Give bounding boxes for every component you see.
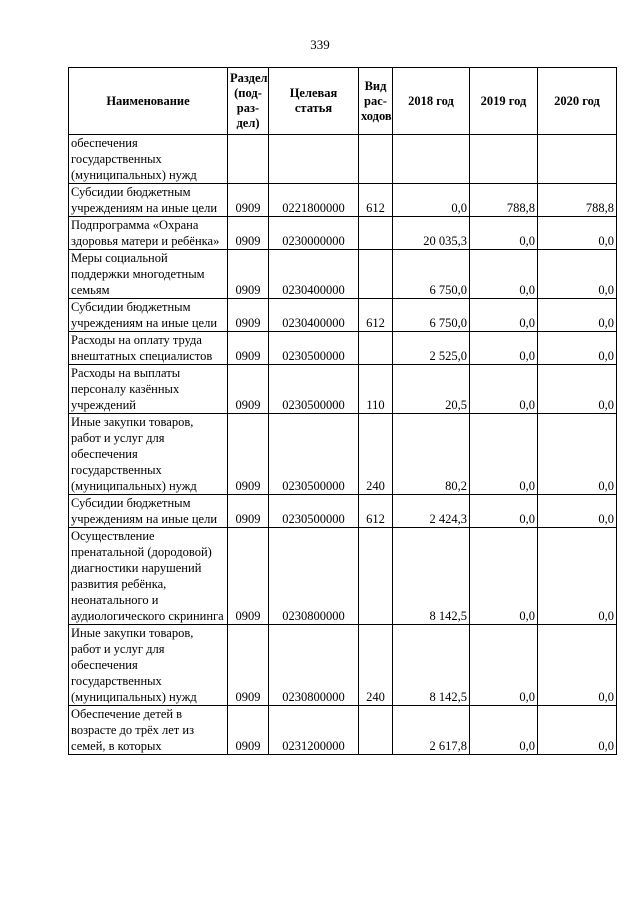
table-header-row — [69, 68, 617, 135]
cell-name: Субсидии бюджетным учреждениям на иные цели — [69, 184, 228, 217]
cell-2018: 20,5 — [393, 365, 470, 414]
table-row — [69, 217, 617, 250]
cell-2018: 6 750,0 — [393, 250, 470, 299]
cell-2020: 0,0 — [538, 299, 617, 332]
table-row — [69, 135, 617, 184]
cell-name: обеспечения государственных (муниципальных) нужд — [69, 135, 228, 184]
cell-2019: 0,0 — [470, 365, 538, 414]
cell-2018: 2 617,8 — [393, 706, 470, 755]
header-2020: 2020 год — [538, 68, 617, 135]
cell-2019: 0,0 — [470, 332, 538, 365]
header-type: Вид рас-ходов — [359, 68, 393, 135]
cell-2019: 0,0 — [470, 414, 538, 495]
cell-2020: 0,0 — [538, 625, 617, 706]
cell-2018 — [393, 135, 470, 184]
table-row — [69, 706, 617, 755]
cell-target: 0230500000 — [269, 332, 359, 365]
cell-section: 0909 — [228, 250, 269, 299]
cell-2018: 8 142,5 — [393, 625, 470, 706]
cell-type — [359, 217, 393, 250]
cell-type: 612 — [359, 299, 393, 332]
cell-target: 0230800000 — [269, 625, 359, 706]
cell-type — [359, 135, 393, 184]
cell-type: 612 — [359, 184, 393, 217]
cell-type: 240 — [359, 625, 393, 706]
cell-target: 0230400000 — [269, 299, 359, 332]
cell-type: 240 — [359, 414, 393, 495]
cell-2019: 0,0 — [470, 250, 538, 299]
cell-type — [359, 706, 393, 755]
budget-table — [68, 67, 617, 755]
cell-name: Иные закупки товаров, работ и услуг для обеспечения государственных (муниципальных) нужд — [69, 625, 228, 706]
cell-2020: 0,0 — [538, 414, 617, 495]
cell-target: 0231200000 — [269, 706, 359, 755]
cell-name: Субсидии бюджетным учреждениям на иные цели — [69, 299, 228, 332]
header-target: Целевая статья — [269, 68, 359, 135]
cell-name: Меры социальной поддержки многодетным семьям — [69, 250, 228, 299]
cell-target: 0230500000 — [269, 365, 359, 414]
cell-2019: 0,0 — [470, 625, 538, 706]
cell-target — [269, 135, 359, 184]
cell-2018: 2 525,0 — [393, 332, 470, 365]
cell-section: 0909 — [228, 365, 269, 414]
table-row — [69, 299, 617, 332]
cell-name: Субсидии бюджетным учреждениям на иные цели — [69, 495, 228, 528]
cell-2019: 788,8 — [470, 184, 538, 217]
cell-type — [359, 250, 393, 299]
cell-target: 0230500000 — [269, 414, 359, 495]
cell-section: 0909 — [228, 528, 269, 625]
table-row — [69, 365, 617, 414]
header-section: Раздел (под-раз-дел) — [228, 68, 269, 135]
cell-target: 0230000000 — [269, 217, 359, 250]
table-row — [69, 625, 617, 706]
header-2018: 2018 год — [393, 68, 470, 135]
cell-2018: 0,0 — [393, 184, 470, 217]
cell-target: 0230800000 — [269, 528, 359, 625]
header-2019: 2019 год — [470, 68, 538, 135]
table-body — [69, 135, 617, 755]
cell-section: 0909 — [228, 706, 269, 755]
table-row — [69, 495, 617, 528]
table-row — [69, 414, 617, 495]
cell-section: 0909 — [228, 217, 269, 250]
cell-section: 0909 — [228, 495, 269, 528]
table-row — [69, 528, 617, 625]
cell-2020 — [538, 135, 617, 184]
cell-type — [359, 332, 393, 365]
cell-2020: 0,0 — [538, 250, 617, 299]
cell-2019: 0,0 — [470, 706, 538, 755]
cell-target: 0221800000 — [269, 184, 359, 217]
table-row — [69, 250, 617, 299]
cell-2018: 80,2 — [393, 414, 470, 495]
cell-2020: 788,8 — [538, 184, 617, 217]
cell-section: 0909 — [228, 299, 269, 332]
cell-2020: 0,0 — [538, 217, 617, 250]
cell-2019: 0,0 — [470, 495, 538, 528]
cell-section — [228, 135, 269, 184]
cell-2018: 2 424,3 — [393, 495, 470, 528]
header-name: Наименование — [69, 68, 228, 135]
cell-2018: 8 142,5 — [393, 528, 470, 625]
cell-2018: 6 750,0 — [393, 299, 470, 332]
cell-2020: 0,0 — [538, 495, 617, 528]
cell-2020: 0,0 — [538, 706, 617, 755]
cell-2020: 0,0 — [538, 332, 617, 365]
cell-2019: 0,0 — [470, 299, 538, 332]
cell-section: 0909 — [228, 332, 269, 365]
cell-section: 0909 — [228, 414, 269, 495]
cell-2020: 0,0 — [538, 365, 617, 414]
table-row — [69, 332, 617, 365]
cell-name: Подпрограмма «Охрана здоровья матери и ребёнка» — [69, 217, 228, 250]
cell-section: 0909 — [228, 625, 269, 706]
page-number: 339 — [310, 37, 330, 52]
cell-type: 110 — [359, 365, 393, 414]
cell-section: 0909 — [228, 184, 269, 217]
cell-name: Обеспечение детей в возрасте до трёх лет из семей, в которых — [69, 706, 228, 755]
cell-2018: 20 035,3 — [393, 217, 470, 250]
cell-target: 0230400000 — [269, 250, 359, 299]
cell-target: 0230500000 — [269, 495, 359, 528]
cell-name: Осуществление пренатальной (дородовой) диагностики нарушений развития ребёнка, неонатального и аудиологического скрининга — [69, 528, 228, 625]
cell-2019 — [470, 135, 538, 184]
cell-2019: 0,0 — [470, 217, 538, 250]
table-row — [69, 184, 617, 217]
cell-2019: 0,0 — [470, 528, 538, 625]
cell-type — [359, 528, 393, 625]
cell-type: 612 — [359, 495, 393, 528]
cell-name: Расходы на оплату труда внештатных специалистов — [69, 332, 228, 365]
cell-name: Расходы на выплаты персоналу казённых учреждений — [69, 365, 228, 414]
cell-2020: 0,0 — [538, 528, 617, 625]
cell-name: Иные закупки товаров, работ и услуг для обеспечения государственных (муниципальных) нужд — [69, 414, 228, 495]
